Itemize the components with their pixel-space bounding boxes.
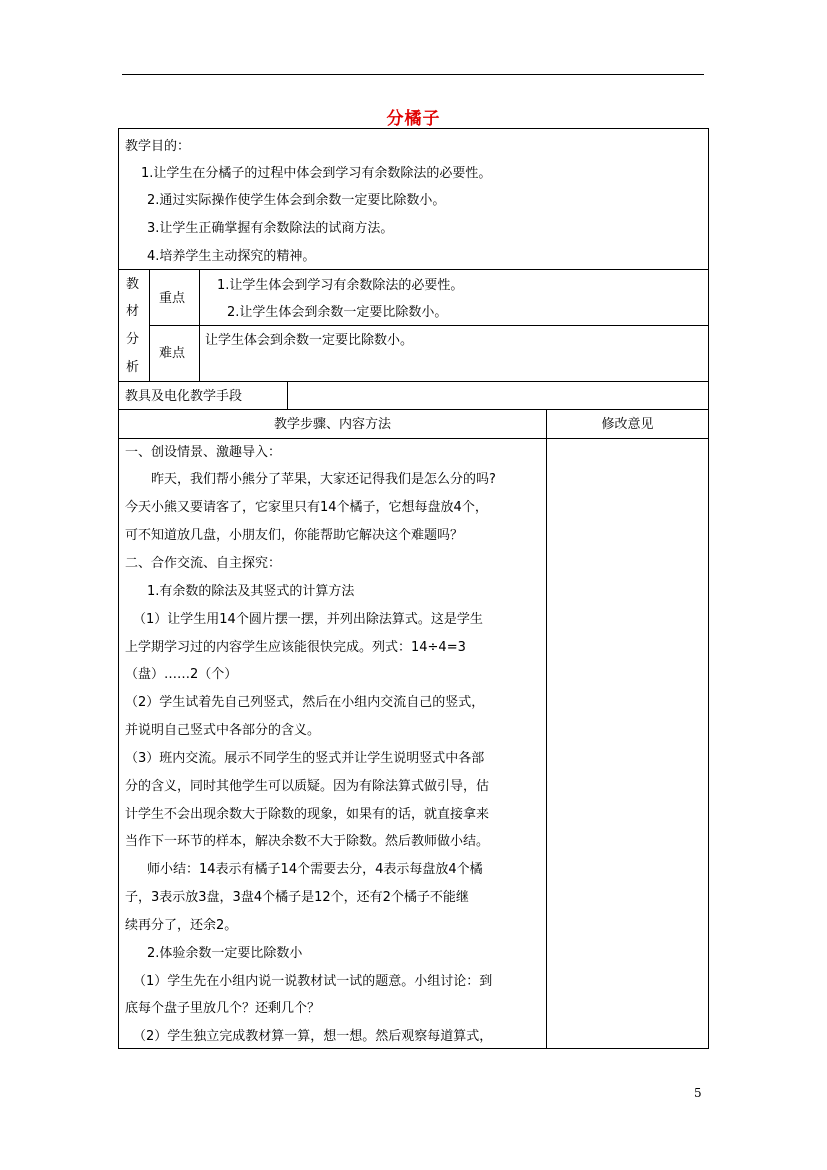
analysis-label-char: 材 xyxy=(126,304,140,319)
row-divider xyxy=(149,325,708,326)
col-divider xyxy=(149,269,150,381)
revisions-column-header: 修改意见 xyxy=(601,417,654,432)
body-line: （1）让学生用14个圆片摆一摆，并列出除法算式。这是学生 xyxy=(133,612,483,627)
body-line: 底每个盘子里放几个？还剩几个？ xyxy=(125,1001,321,1016)
body-line: 分的含义，同时其他学生可以质疑。因为有除法算式做引导，估 xyxy=(125,779,490,794)
page-title: 分橘子 xyxy=(386,109,441,129)
body-line: 今天小熊又要请客了，它家里只有14个橘子，它想每盘放4个， xyxy=(125,500,488,515)
header-rule xyxy=(122,74,704,75)
body-line: 计学生不会出现余数大于除数的现象，如果有的话，就直接拿来 xyxy=(125,807,490,822)
body-line: （3）班内交流。展示不同学生的竖式并让学生说明竖式中各部 xyxy=(125,751,485,766)
body-line: （盘）……2（个） xyxy=(125,667,238,682)
row-divider xyxy=(119,438,708,439)
body-line: 二、合作交流、自主探究： xyxy=(125,556,282,571)
row-divider xyxy=(119,409,708,410)
tools-label: 教具及电化教学手段 xyxy=(125,389,243,404)
row-divider xyxy=(119,381,708,382)
body-line: 昨天，我们帮小熊分了苹果，大家还记得我们是怎么分的吗? xyxy=(151,472,496,487)
objective-item: 3.让学生正确掌握有余数除法的试商方法。 xyxy=(147,221,394,236)
body-line: 1.有余数的除法及其竖式的计算方法 xyxy=(147,584,355,599)
col-divider xyxy=(287,381,288,409)
body-line: 子，3表示放3盘，3盘4个橘子是12个，还有2个橘子不能继 xyxy=(125,890,469,905)
objective-item: 1.让学生在分橘子的过程中体会到学习有余数除法的必要性。 xyxy=(141,166,492,181)
key-points-label: 重点 xyxy=(159,291,186,306)
body-line: 师小结：14表示有橘子14个需要去分，4表示每盘放4个橘 xyxy=(147,862,483,877)
difficulty-label: 难点 xyxy=(159,346,186,361)
page-number: 5 xyxy=(694,1086,702,1100)
key-point-item: 2.让学生体会到余数一定要比除数小。 xyxy=(227,305,448,320)
key-point-item: 1.让学生体会到学习有余数除法的必要性。 xyxy=(217,278,464,293)
analysis-label-char: 分 xyxy=(126,332,140,347)
objective-item: 4.培养学生主动探究的精神。 xyxy=(147,249,316,264)
lesson-plan-table xyxy=(118,128,709,1049)
objective-item: 2.通过实际操作使学生体会到余数一定要比除数小。 xyxy=(147,193,446,208)
analysis-label-char: 教 xyxy=(126,277,140,292)
body-line: 并说明自己竖式中各部分的含义。 xyxy=(125,723,321,738)
body-line: 当作下一环节的样本，解决余数不大于除数。然后教师做小结。 xyxy=(125,834,490,849)
col-divider xyxy=(546,409,547,1048)
body-line: （2）学生独立完成教材算一算，想一想。然后观察每道算式， xyxy=(133,1029,493,1044)
objectives-heading: 教学目的： xyxy=(125,139,191,154)
body-line: （1）学生先在小组内说一说教材试一试的题意。小组讨论：到 xyxy=(133,974,493,989)
body-line: 续再分了，还余2。 xyxy=(125,918,238,933)
col-divider xyxy=(199,269,200,381)
difficulty-text: 让学生体会到余数一定要比除数小。 xyxy=(205,333,414,348)
steps-column-header: 教学步骤、内容方法 xyxy=(273,417,391,432)
body-line: 一、创设情景、激趣导入： xyxy=(125,445,282,460)
body-line: 2.体验余数一定要比除数小 xyxy=(147,946,303,961)
body-line: 可不知道放几盘，小朋友们，你能帮助它解决这个难题吗？ xyxy=(125,528,464,543)
row-divider xyxy=(119,269,708,270)
body-line: （2）学生试着先自己列竖式，然后在小组内交流自己的竖式， xyxy=(125,695,485,710)
analysis-label-char: 析 xyxy=(126,360,140,375)
body-line: 上学期学习过的内容学生应该能很快完成。列式：14÷4=3 xyxy=(125,640,466,655)
